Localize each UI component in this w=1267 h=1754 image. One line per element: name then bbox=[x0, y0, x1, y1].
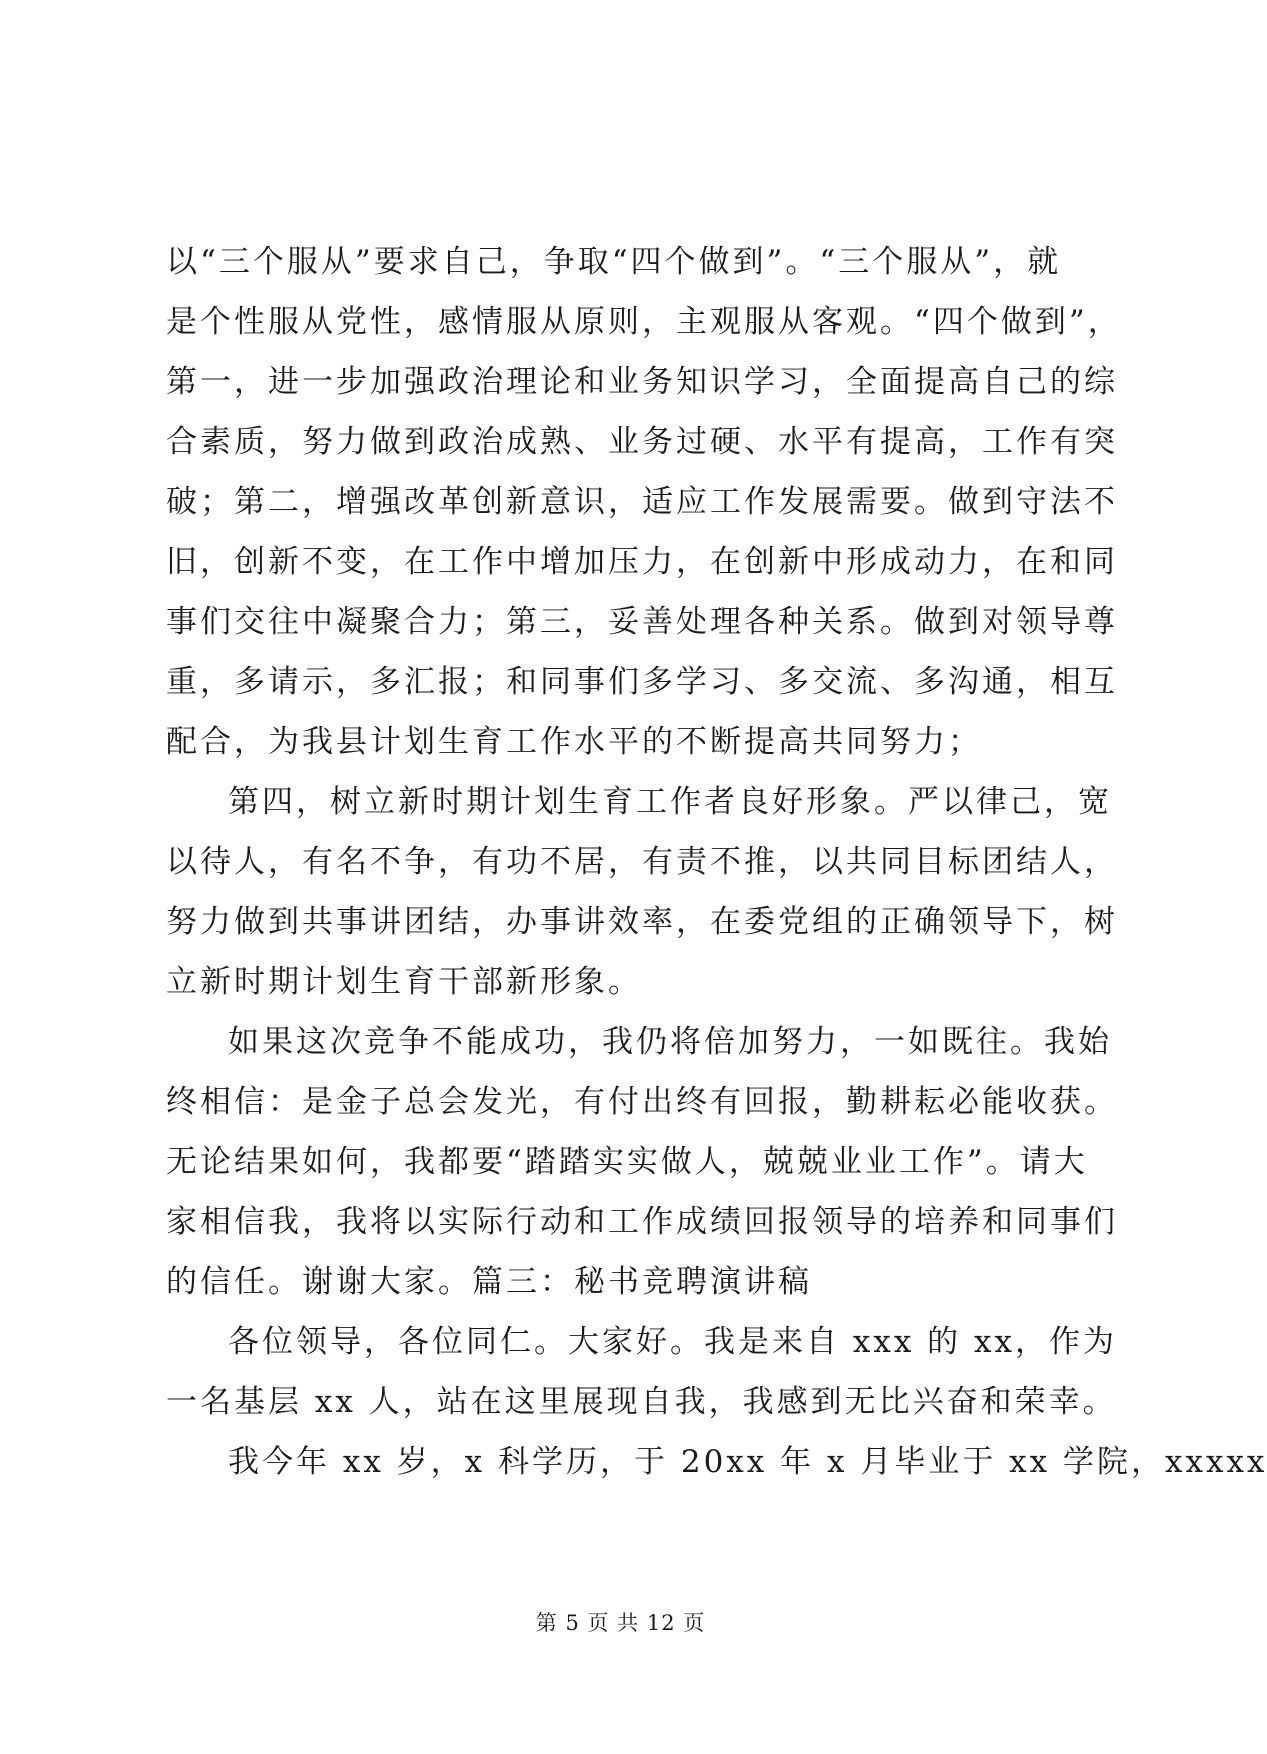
document-body bbox=[166, 232, 1267, 1492]
text-line: 的信任。谢谢大家。篇三：秘书竞聘演讲稿 bbox=[166, 1264, 812, 1300]
text-line: 合素质，努力做到政治成熟、业务过硬、水平有提高，工作有突 bbox=[166, 424, 1118, 460]
text-line: 重，多请示，多汇报；和同事们多学习、多交流、多沟通，相互 bbox=[166, 664, 1118, 700]
text-line: 事们交往中凝聚合力；第三，妥善处理各种关系。做到对领导尊 bbox=[166, 604, 1118, 640]
paragraph-start-line: 第四，树立新时期计划生育工作者良好形象。严以律己，宽 bbox=[228, 784, 1112, 820]
text-line: 无论结果如何，我都要“踏踏实实做人，兢兢业业工作”。请大 bbox=[166, 1144, 1088, 1180]
text-line: 旧，创新不变，在工作中增加压力，在创新中形成动力，在和同 bbox=[166, 544, 1118, 580]
paragraph-start-line: 如果这次竞争不能成功，我仍将倍加努力，一如既往。我始 bbox=[228, 1024, 1112, 1060]
text-line: 家相信我，我将以实际行动和工作成绩回报领导的培养和同事们 bbox=[166, 1204, 1118, 1240]
text-line: 配合，为我县计划生育工作水平的不断提高共同努力； bbox=[166, 724, 982, 760]
page-number-footer: 第 5 页 共 12 页 bbox=[535, 1611, 706, 1635]
text-line: 是个性服从党性，感情服从原则，主观服从客观。“四个做到”， bbox=[166, 304, 1122, 340]
text-line: 一名基层 xx 人，站在这里展现自我，我感到无比兴奋和荣幸。 bbox=[166, 1384, 1117, 1420]
text-line: 立新时期计划生育干部新形象。 bbox=[166, 964, 642, 1000]
paragraph-start-line: 各位领导，各位同仁。大家好。我是来自 xxx 的 xx，作为 bbox=[228, 1324, 1117, 1360]
text-line: 以待人，有名不争，有功不居，有责不推，以共同目标团结人， bbox=[166, 844, 1118, 880]
text-line: 终相信：是金子总会发光，有付出终有回报，勤耕耘必能收获。 bbox=[166, 1084, 1118, 1120]
text-line: 第一，进一步加强政治理论和业务知识学习，全面提高自己的综 bbox=[166, 364, 1118, 400]
text-line: 破；第二，增强改革创新意识，适应工作发展需要。做到守法不 bbox=[166, 484, 1118, 520]
paragraph-start-line: 我今年 xx 岁，x 科学历，于 20xx 年 x 月毕业于 xx 学院，xxxxx bbox=[228, 1444, 1267, 1480]
text-line: 努力做到共事讲团结，办事讲效率，在委党组的正确领导下，树 bbox=[166, 904, 1118, 940]
text-line: 以“三个服从”要求自己，争取“四个做到”。“三个服从”，就 bbox=[166, 244, 1062, 280]
